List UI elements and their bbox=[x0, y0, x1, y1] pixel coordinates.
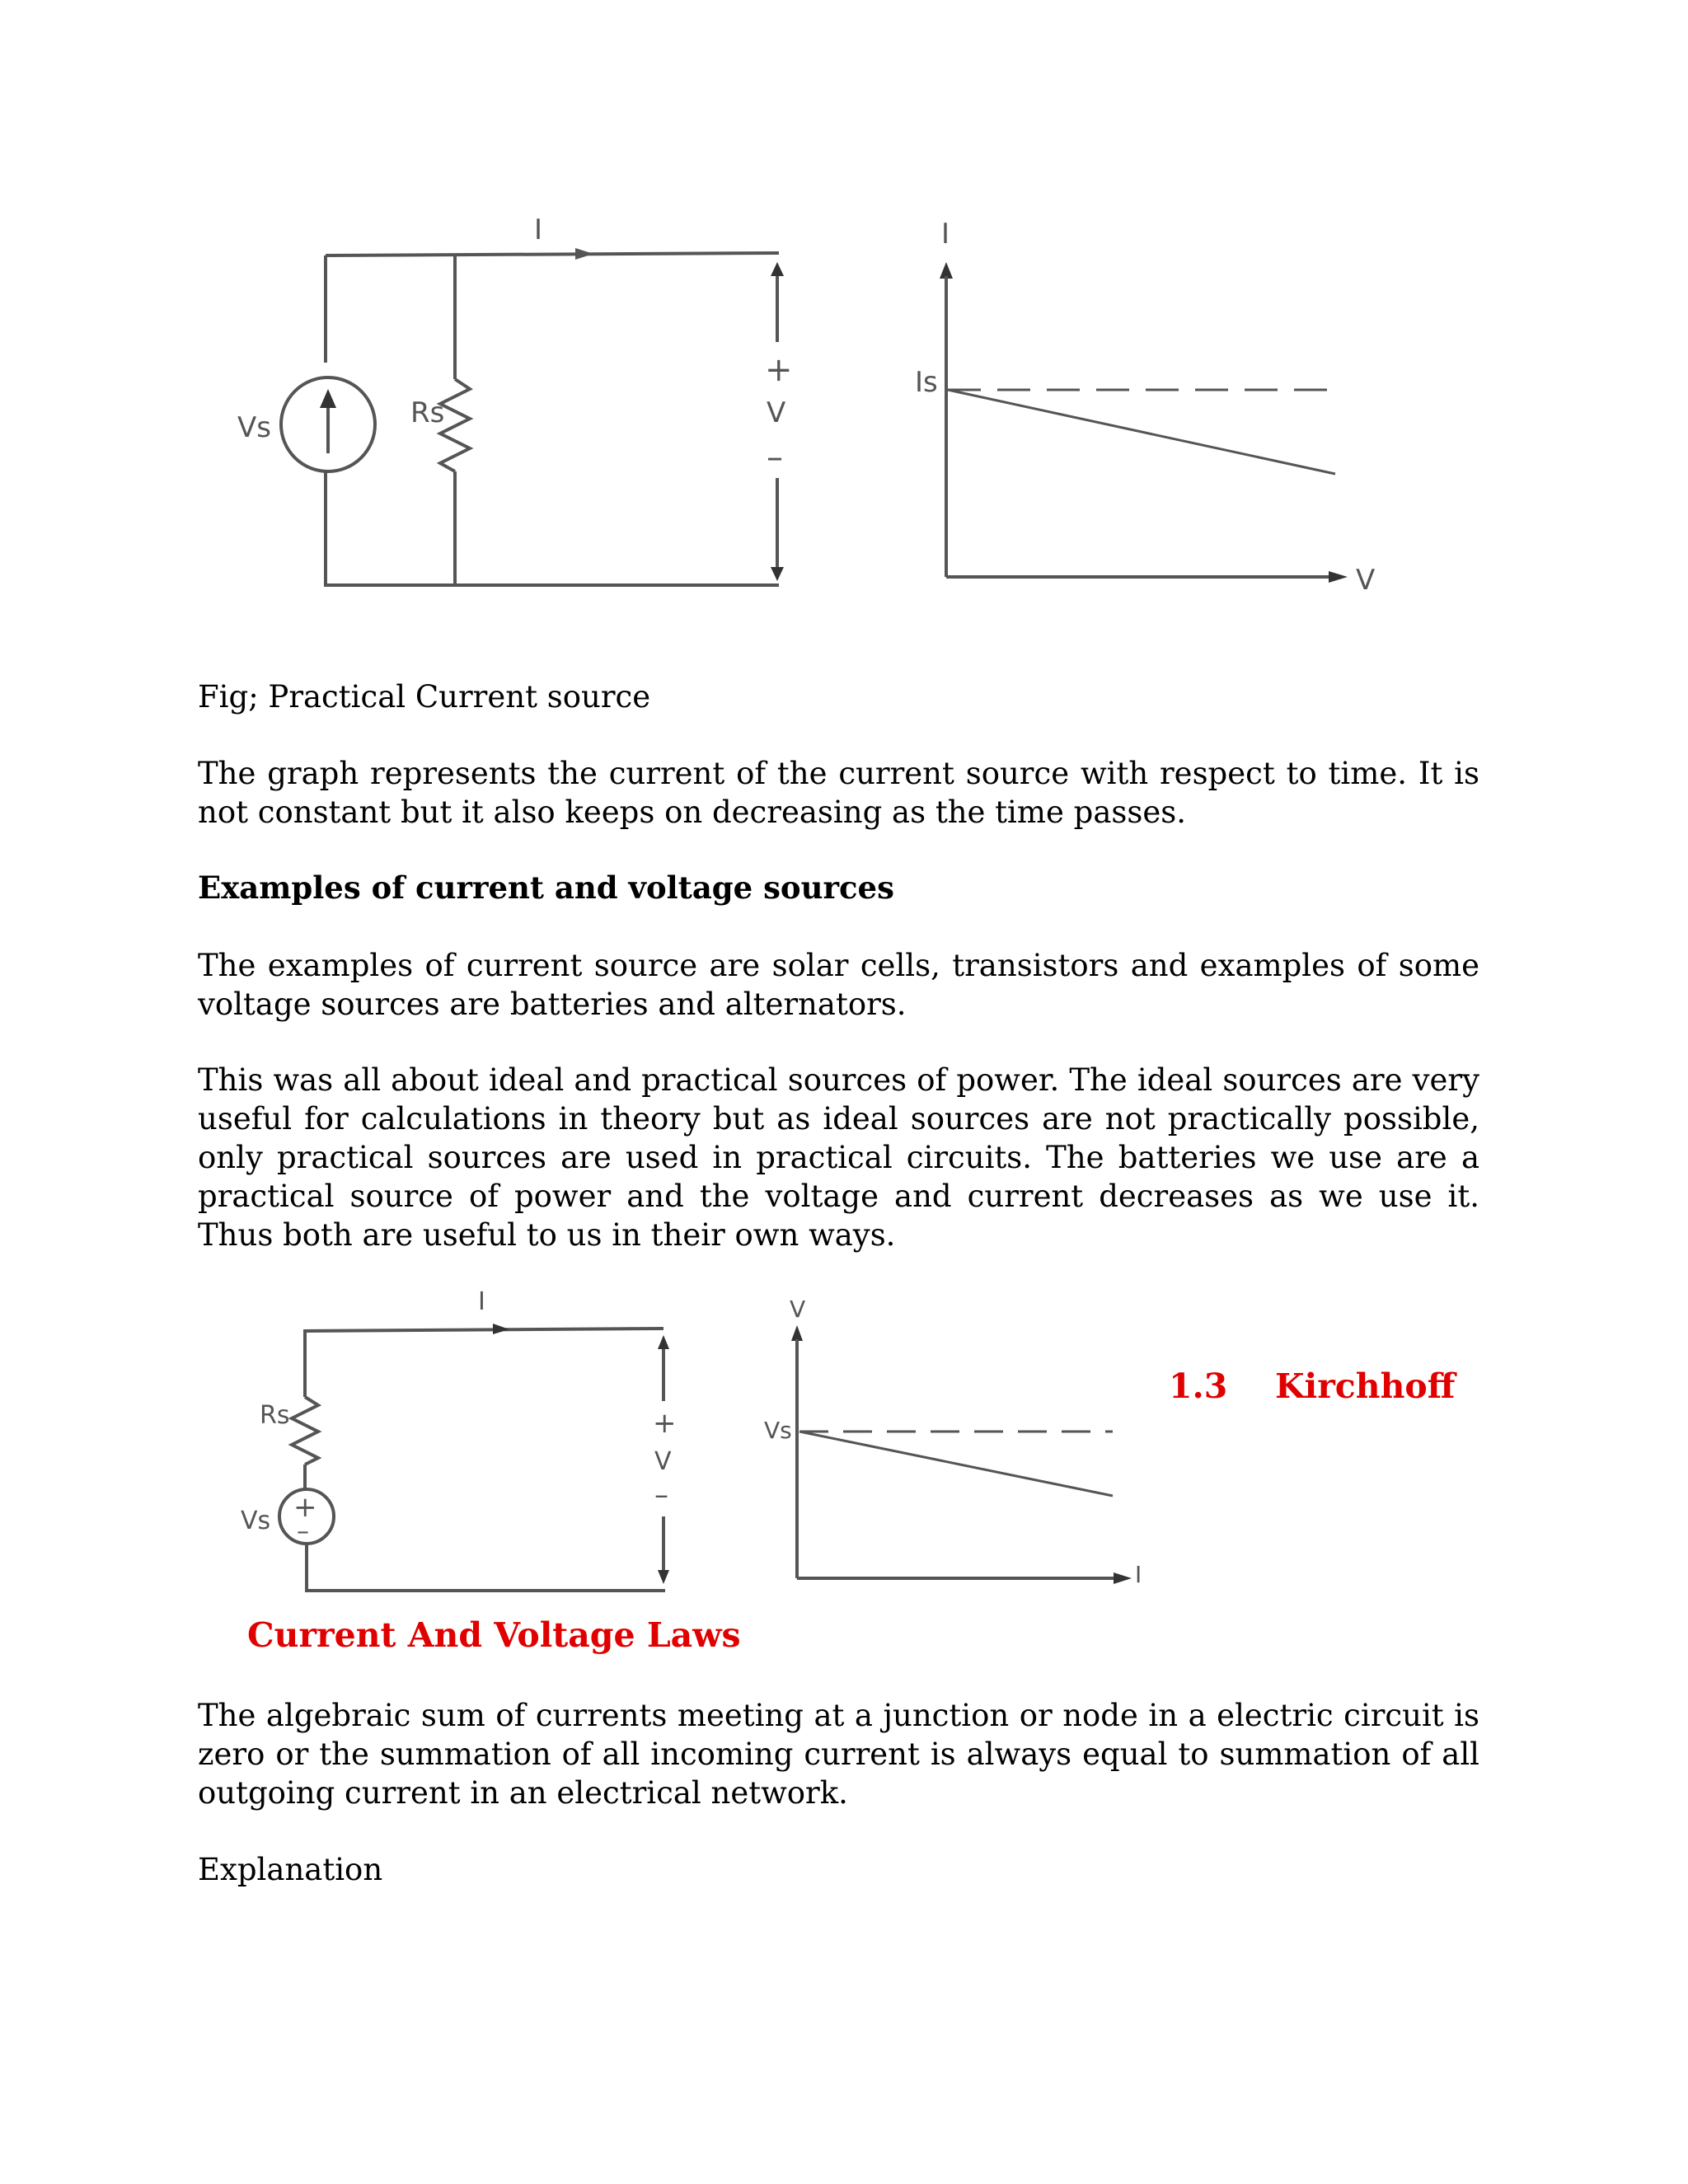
graph1-practical-line bbox=[948, 390, 1335, 474]
figure1-circuit-diagram bbox=[223, 206, 816, 618]
circuit1-source-arrowhead bbox=[320, 389, 336, 408]
graph1-y-axis-label: I bbox=[941, 218, 950, 251]
circuit1-voltage-arrowhead-down bbox=[771, 567, 784, 581]
graph2-practical-line bbox=[799, 1432, 1113, 1496]
circuit2-current-label: I bbox=[478, 1287, 485, 1316]
figure2-graph bbox=[754, 1294, 1150, 1599]
section-subtitle: Current And Voltage Laws bbox=[247, 1615, 741, 1655]
circuit2-source-plus: + bbox=[293, 1491, 317, 1524]
paragraph-examples: The examples of current source are solar cells, transistors and examples of some voltage sources are batteries and alternators. bbox=[198, 948, 1479, 1022]
figure2-circuit-diagram bbox=[231, 1282, 692, 1611]
graph2-y-axis-label: V bbox=[790, 1296, 806, 1323]
circuit2-wire-bottom bbox=[307, 1544, 665, 1591]
circuit1-resistor-label: Rs bbox=[410, 396, 445, 429]
circuit1-current-label: I bbox=[534, 213, 543, 246]
figure1-caption: Fig; Practical Current source bbox=[198, 679, 651, 715]
circuit2-source-label: Vs bbox=[241, 1507, 271, 1535]
circuit2-voltage-arrowhead-down bbox=[658, 1570, 669, 1584]
graph1-x-axis-label: V bbox=[1356, 564, 1376, 597]
circuit2-resistor-label: Rs bbox=[260, 1401, 290, 1430]
circuit1-resistor bbox=[440, 379, 470, 471]
figure1-graph bbox=[907, 214, 1401, 610]
circuit1-minus-sign: – bbox=[767, 438, 783, 476]
graph2-x-arrowhead bbox=[1114, 1572, 1132, 1584]
explanation-label: Explanation bbox=[198, 1852, 383, 1887]
circuit1-voltage-arrowhead-up bbox=[771, 262, 784, 276]
circuit2-voltage-arrowhead-up bbox=[658, 1335, 669, 1349]
graph2-x-axis-label: I bbox=[1135, 1561, 1142, 1588]
section-number: 1.3 bbox=[1169, 1366, 1228, 1406]
circuit2-minus-sign: – bbox=[654, 1479, 668, 1511]
graph1-x-arrowhead bbox=[1329, 571, 1348, 583]
circuit2-plus-sign: + bbox=[653, 1407, 677, 1440]
circuit1-v-label: V bbox=[767, 396, 786, 429]
circuit2-source-minus: – bbox=[297, 1517, 309, 1546]
circuit2-current-arrow bbox=[493, 1324, 509, 1334]
graph2-level-label: Vs bbox=[764, 1417, 792, 1444]
paragraph-graph-description: The graph represents the current of the current source with respect to time. It is not constant but it also keeps on decreasing as the time passes. bbox=[198, 756, 1479, 830]
circuit1-plus-sign: + bbox=[765, 351, 793, 389]
paragraph-kirchhoff-current-law: The algebraic sum of currents meeting at a junction or node in a electric circuit is zero or the summation of all incoming current is always equal to summation of all outgoing current in an electrical network. bbox=[198, 1698, 1479, 1811]
circuit1-wire-left-lower bbox=[326, 470, 779, 585]
section-title: Kirchhoff bbox=[1275, 1366, 1456, 1406]
circuit2-v-label: V bbox=[654, 1447, 672, 1476]
graph2-y-arrowhead bbox=[791, 1325, 803, 1341]
circuit2-wire-top bbox=[305, 1329, 663, 1397]
circuit1-current-arrow bbox=[575, 248, 593, 260]
circuit1-source-label: Vs bbox=[237, 411, 271, 444]
circuit1-wire-top-bus bbox=[326, 253, 779, 255]
paragraph-summary: This was all about ideal and practical sources of power. The ideal sources are very useful for calculations in theory but as ideal sources are not practically possible, only practical sources are used in practical circuits. The batteries we use are a practical source of power and the voltage and current decreases as we use it. Thus both are useful to us in their own ways. bbox=[198, 1062, 1479, 1253]
graph1-level-label: Is bbox=[915, 366, 938, 399]
heading-examples: Examples of current and voltage sources bbox=[198, 869, 894, 906]
circuit2-resistor bbox=[292, 1397, 318, 1465]
